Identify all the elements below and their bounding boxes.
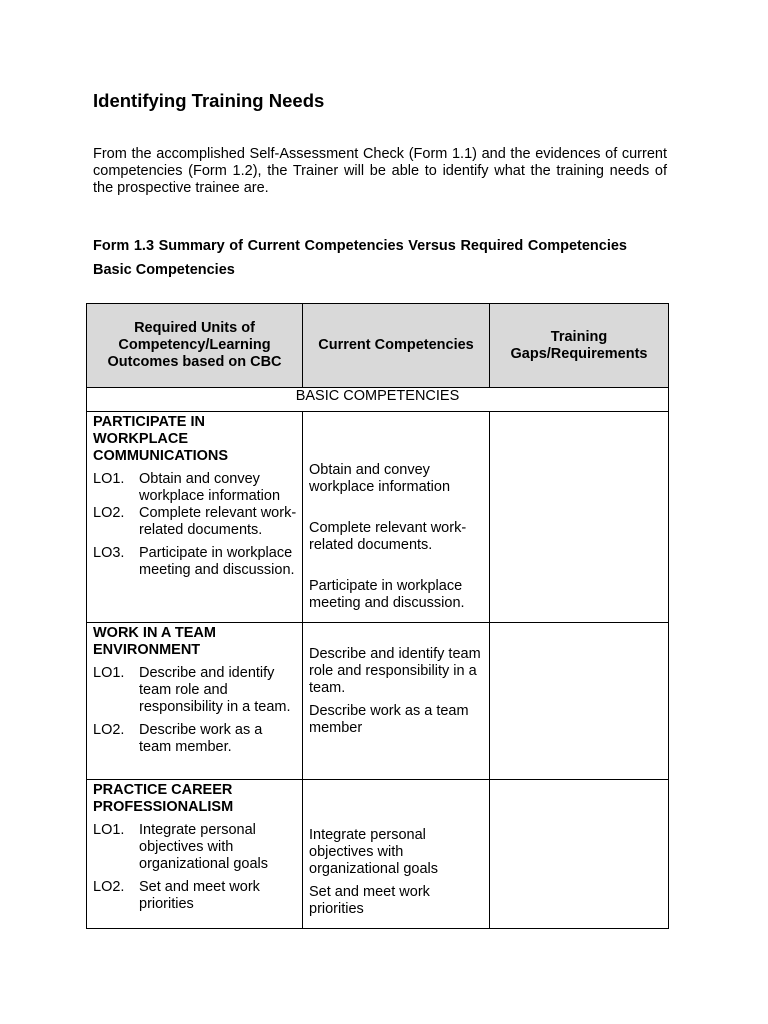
section-row: [87, 388, 669, 412]
unit-title: PARTICIPATE IN WORKPLACE COMMUNICATIONS: [93, 414, 229, 464]
learning-outcome: [93, 545, 298, 579]
current-competency: Obtain and convey workplace information: [309, 462, 451, 495]
lo-number: LO1.: [93, 665, 125, 681]
table-row: [87, 623, 669, 780]
current-competency: Describe and identify team role and responsibility in a team.: [309, 646, 481, 696]
lo-number: LO2.: [93, 722, 125, 738]
current-cell: [303, 623, 490, 780]
table-header-row: [87, 304, 669, 388]
learning-outcome: [93, 505, 298, 539]
gap-cell: [490, 780, 669, 929]
current-competency: Participate in workplace meeting and discussion.: [309, 578, 465, 611]
unit-title: PRACTICE CAREER PROFESSIONALISM: [93, 782, 234, 815]
table-row: [87, 412, 669, 623]
lo-number: LO3.: [93, 545, 125, 561]
current-cell: [303, 412, 490, 623]
unit-cell: [87, 780, 303, 929]
lo-number: LO2.: [93, 879, 125, 895]
learning-outcome: [93, 822, 298, 873]
current-competency: Complete relevant work-related documents.: [309, 520, 467, 553]
lo-number: LO1.: [93, 471, 125, 487]
unit-title: WORK IN A TEAM ENVIRONMENT: [93, 625, 216, 658]
header-training-gaps: Training Gaps/Requirements: [490, 304, 669, 388]
current-competency: Integrate personal objectives with organizational goals: [309, 827, 438, 877]
gap-cell: [490, 623, 669, 780]
unit-cell: [87, 412, 303, 623]
competency-table: [86, 303, 669, 929]
gap-cell: [490, 412, 669, 623]
current-cell: [303, 780, 490, 929]
lo-number: LO2.: [93, 505, 125, 521]
unit-cell: [87, 623, 303, 780]
table-row: [87, 780, 669, 929]
learning-outcome: [93, 665, 298, 716]
page-title: Identifying Training Needs: [93, 90, 325, 111]
lo-text: Complete relevant work-related documents.: [139, 505, 297, 538]
lo-text: Describe and identify team role and responsibility in a team.: [139, 665, 291, 715]
current-competency: Describe work as a team member: [309, 703, 469, 736]
header-current-competencies: Current Competencies: [303, 304, 490, 388]
header-required-units: Required Units of Competency/Learning Outcomes based on CBC: [87, 304, 303, 388]
section-label: BASIC COMPETENCIES: [87, 388, 669, 412]
current-competency: Set and meet work priorities: [309, 884, 430, 917]
lo-number: LO1.: [93, 822, 125, 838]
lo-text: Set and meet work priorities: [139, 879, 260, 912]
intro-paragraph: From the accomplished Self-Assessment Check (Form 1.1) and the evidences of current competencies (Form 1.2), the Trainer will be able to identify what the training needs of the prospective trainee are.: [93, 146, 667, 196]
learning-outcome: [93, 471, 298, 505]
lo-text: Obtain and convey workplace information: [139, 471, 281, 504]
lo-text: Describe work as a team member.: [139, 722, 263, 755]
learning-outcome: [93, 879, 298, 913]
form-title: Form 1.3 Summary of Current Competencies Versus Required Competencies Basic Competencies: [93, 238, 627, 278]
learning-outcome: [93, 722, 298, 756]
lo-text: Integrate personal objectives with organizational goals: [139, 822, 268, 872]
lo-text: Participate in workplace meeting and discussion.: [139, 545, 295, 578]
